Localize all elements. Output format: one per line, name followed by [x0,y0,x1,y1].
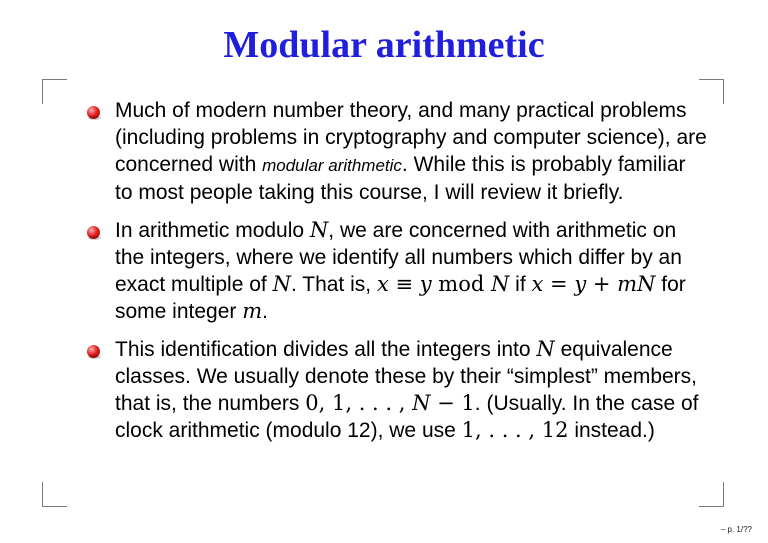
math-x: x [376,272,389,296]
math-N: N [272,272,291,296]
bullet-list [87,97,707,455]
math-mod: mod [431,272,491,296]
bullet-2-text-d: for some integer [115,273,686,323]
emphasis-modular-arithmetic: modular arithmetic [262,156,402,175]
bullet-1-text-end: . While this is probably familiar to most people taking this course, I will review it briefly. [115,153,686,204]
math-equals: = [543,272,575,296]
math-m: m [242,299,263,323]
math-equiv: ≡ [388,272,420,296]
bullet-3-text-c: . (Usually. In the case of clock arithmetic (modulo 12), we use [115,392,699,442]
math-N: N [536,337,555,361]
bullet-3-text-d: instead.) [568,419,655,442]
math-mN: mN [617,272,656,296]
bullet-1-text: Much of modern number theory, and many practical problems (including problems in cryptography and computer science), are concerned with [115,99,707,176]
bullet-ball-icon [87,345,100,358]
math-N: N [490,272,510,296]
bullet-ball-icon [87,106,100,119]
bullet-2-text-b: , we are concerned with arithmetic on the integers, where we identify all numbers which differ by an exact multiple of [115,219,682,296]
math-x: x [531,272,544,296]
math-plus: + [586,272,618,296]
slide-title: Modular arithmetic [223,24,545,66]
bullet-3-text-b: equivalence classes. We usually denote these by their “simplest” members, that is, the numbers [115,338,698,415]
bullet-item-1 [87,97,707,206]
math-sequence-1-to-12: 1, . . . , 12 [461,418,569,442]
math-y: y [419,272,432,296]
page-number: – p. 1/?? [720,525,752,534]
corner-mark-bottom-left [42,482,67,507]
math-N: N [412,391,431,415]
corner-mark-bottom-right [699,482,724,507]
bullet-ball-icon [87,226,100,239]
math-y: y [574,272,587,296]
math-minus-one: − 1 [430,391,475,415]
bullet-2-text-e: . [262,300,268,323]
math-N: N [309,218,329,242]
bullet-item-2 [87,217,707,325]
corner-mark-top-left [42,79,67,104]
bullet-2-text-if: if [509,273,532,296]
bullet-2-text-a: In arithmetic modulo [115,219,310,242]
math-sequence-0-to-N: 0, 1, . . . , [305,391,413,415]
bullet-item-3 [87,336,707,444]
bullet-2-text-c: . That is, [290,273,377,296]
bullet-3-text-a: This identification divides all the integers into [115,338,537,361]
